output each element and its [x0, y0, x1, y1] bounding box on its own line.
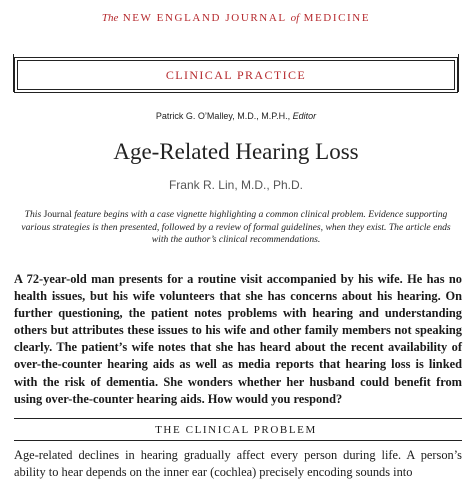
- masthead-connector: of: [290, 12, 300, 24]
- editor-name: Patrick G. O’Malley, M.D., M.P.H.,: [155, 111, 291, 121]
- article-author: Frank R. Lin, M.D., Ph.D.: [168, 178, 304, 192]
- section-rule-top: [14, 418, 462, 419]
- editor-credit: [0, 111, 472, 121]
- feature-intro: [20, 209, 452, 247]
- editor-role: Editor: [292, 111, 317, 121]
- intro-part2: feature begins with a case vignette highlighting a common clinical problem. Evidence supporting various strategies is then presented, followed by a review of formal guidelines, when they exist. The article ends with the author’s clinical recommendations.: [21, 209, 451, 245]
- masthead-suffix: MEDICINE: [303, 12, 371, 24]
- body-paragraph: Age-related declines in hearing gradually affect every person during life. A person’s ability to hear depends on the inner ear (cochlea) precisely encoding sounds into: [14, 448, 462, 480]
- banner-frame-left: [13, 54, 14, 92]
- section-rule-bottom: [14, 440, 462, 441]
- intro-journal-word: Journal: [41, 209, 75, 220]
- journal-masthead: [0, 12, 472, 24]
- banner-frame-right: [458, 54, 459, 92]
- masthead-prefix: The: [101, 12, 119, 24]
- section-banner: CLINICAL PRACTICE: [17, 60, 455, 90]
- article-title: Age-Related Hearing Loss: [113, 139, 359, 164]
- masthead-name: NEW ENGLAND JOURNAL: [122, 12, 287, 24]
- case-vignette: A 72-year-old man presents for a routine visit accompanied by his wife. He has no health issues, but his wife volunteers that she has concerns about his hearing. On further questioning, the patient notes problems with hearing and understanding others but attributes these issues to his wife and other family members not speaking clearly. The patient’s wife notes that she has heard about the recent availability of over-the-counter hearing aids as well as media reports that hearing loss is linked with the risk of dementia. She wonders whether her husband could benefit from using over-the-counter hearing aids. How would you respond?: [14, 272, 462, 406]
- intro-part1: This: [24, 209, 42, 220]
- section-heading: THE CLINICAL PROBLEM: [155, 424, 317, 436]
